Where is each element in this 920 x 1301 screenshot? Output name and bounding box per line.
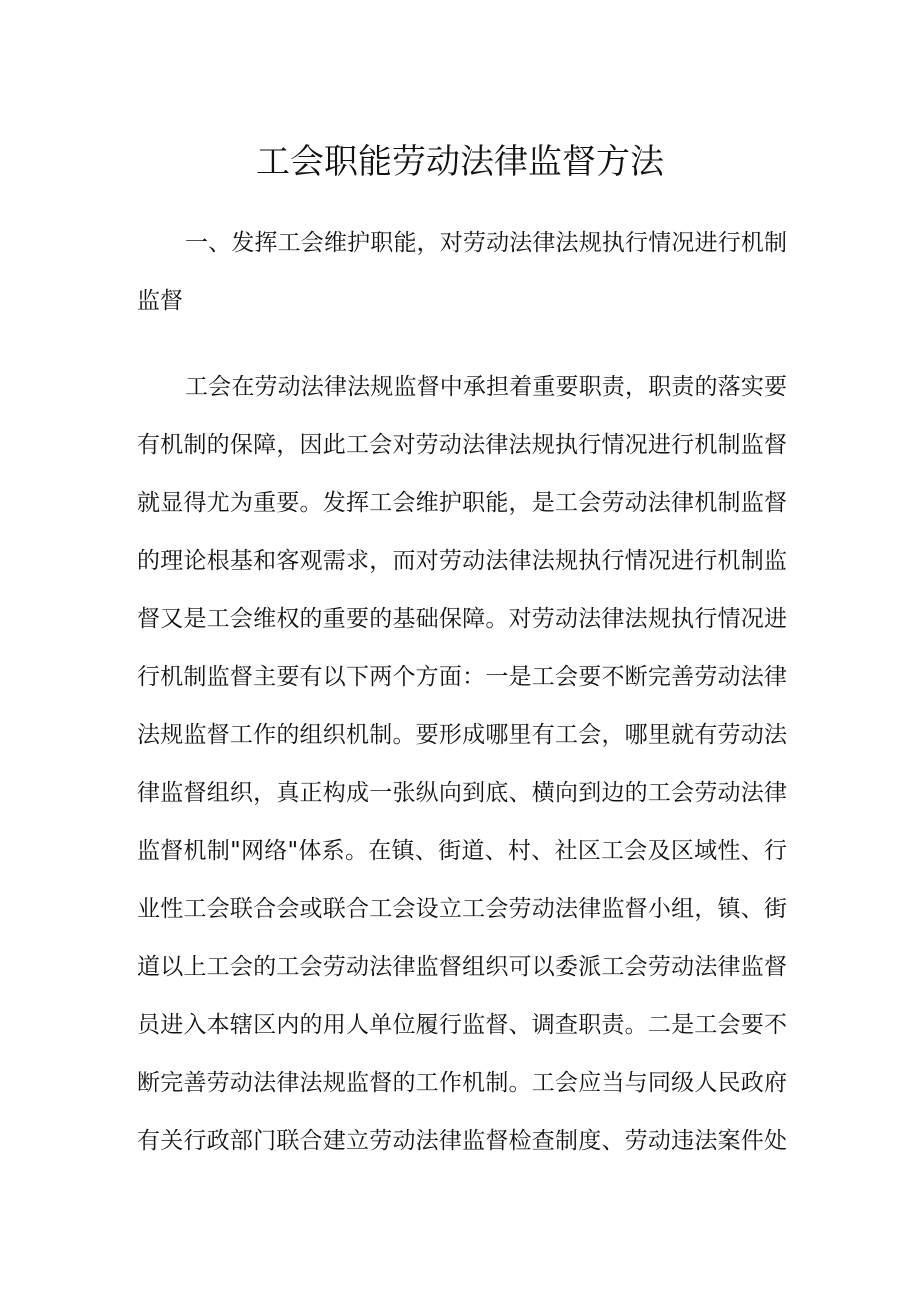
- paragraph-line: 业性工会联合会或联合工会设立工会劳动法律监督小组，镇、街: [137, 896, 787, 922]
- paragraph-line: 的理论根基和客观需求，而对劳动法律法规执行情况进行机制监: [137, 548, 787, 574]
- paragraph-line: 就显得尤为重要。发挥工会维护职能，是工会劳动法律机制监督: [137, 490, 787, 516]
- paragraph-line: 断完善劳动法律法规监督的工作机制。工会应当与同级人民政府: [137, 1070, 787, 1096]
- paragraph-line: 行机制监督主要有以下两个方面：一是工会要不断完善劳动法律: [137, 664, 787, 690]
- paragraph-line: 员进入本辖区内的用人单位履行监督、调查职责。二是工会要不: [137, 1012, 787, 1038]
- paragraph-line: 道以上工会的工会劳动法律监督组织可以委派工会劳动法律监督: [137, 954, 787, 980]
- body-paragraph: [137, 358, 787, 1170]
- document-title: 工会职能劳动法律监督方法: [256, 142, 664, 182]
- section-heading: [137, 214, 787, 330]
- paragraph-line: 有关行政部门联合建立劳动法律监督检查制度、劳动违法案件处: [137, 1128, 787, 1154]
- paragraph-line: 有机制的保障，因此工会对劳动法律法规执行情况进行机制监督: [137, 432, 787, 458]
- paragraph-line: 律监督组织，真正构成一张纵向到底、横向到边的工会劳动法律: [137, 780, 787, 806]
- paragraph-line: 监督机制"网络"体系。在镇、街道、村、社区工会及区域性、行: [137, 838, 787, 864]
- heading-line: 监督: [137, 288, 183, 314]
- paragraph-line: 督又是工会维权的重要的基础保障。对劳动法律法规执行情况进: [137, 606, 787, 632]
- paragraph-line: 工会在劳动法律法规监督中承担着重要职责，职责的落实要: [185, 374, 787, 400]
- heading-line: 一、发挥工会维护职能，对劳动法律法规执行情况进行机制: [185, 230, 787, 256]
- paragraph-line: 法规监督工作的组织机制。要形成哪里有工会，哪里就有劳动法: [137, 722, 787, 748]
